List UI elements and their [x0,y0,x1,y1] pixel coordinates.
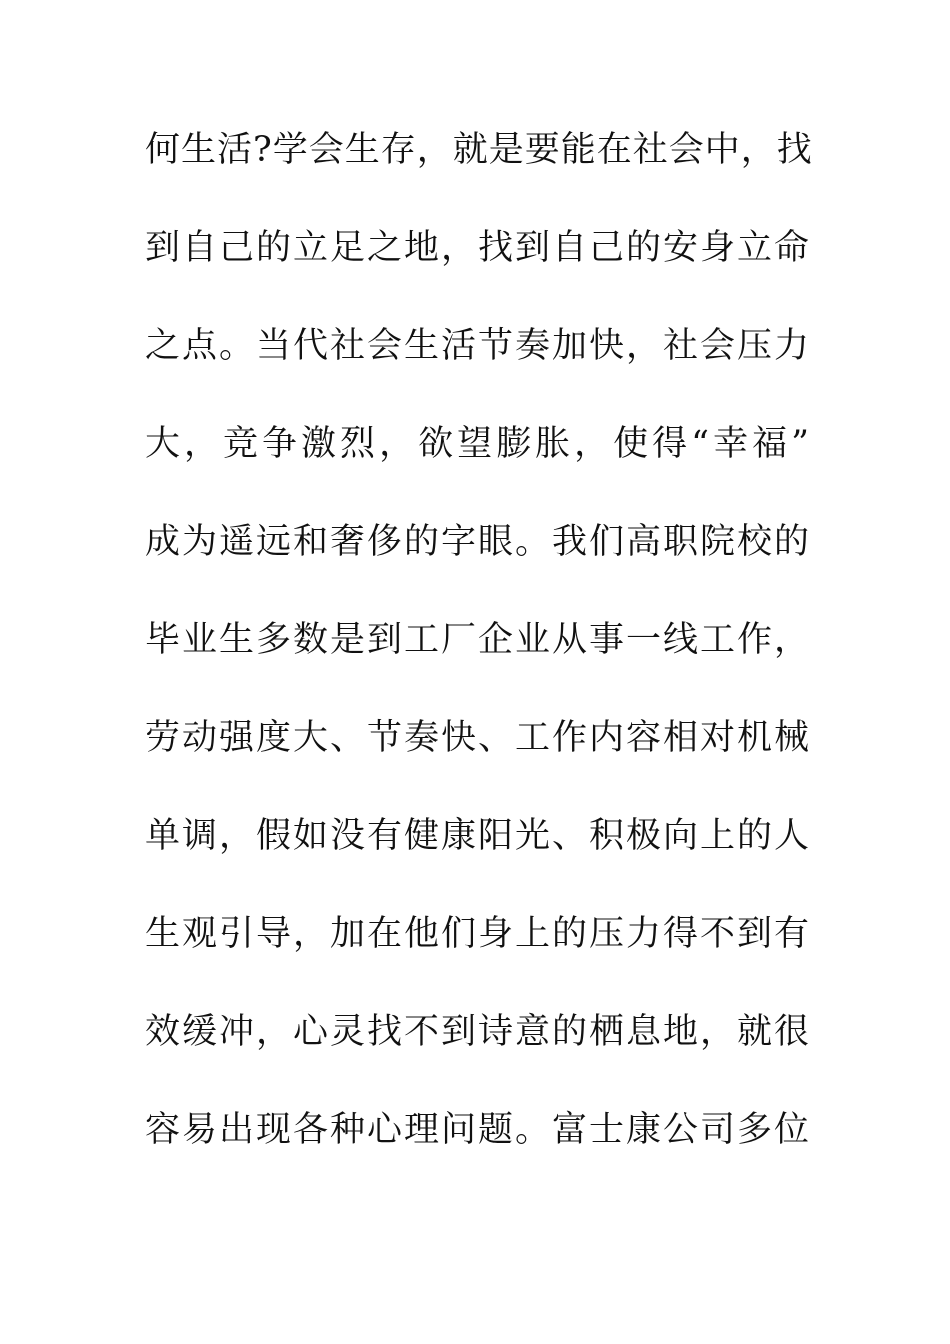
text-line: 容易出现各种心理问题。富士康公司多位 [145,1110,810,1150]
body-text [145,125,813,1203]
text-line: 毕业生多数是到工厂企业从事一线工作， [145,620,810,660]
text-line: 劳动强度大、节奏快、工作内容相对机械 [145,718,810,758]
text-line: 单调，假如没有健康阳光、积极向上的人 [145,816,810,856]
text-line: 生观引导，加在他们身上的压力得不到有 [145,914,810,954]
text-line: 成为遥远和奢侈的字眼。我们高职院校的 [145,522,810,562]
text-line: 效缓冲，心灵找不到诗意的栖息地，就很 [145,1012,810,1052]
text-line: 之点。当代社会生活节奏加快，社会压力 [145,326,810,366]
text-line: 何生活?学会生存，就是要能在社会中，找 [145,130,813,170]
text-line: 大，竞争激烈，欲望膨胀，使得“幸福” [145,424,810,464]
text-line: 到自己的立足之地，找到自己的安身立命 [145,228,810,268]
